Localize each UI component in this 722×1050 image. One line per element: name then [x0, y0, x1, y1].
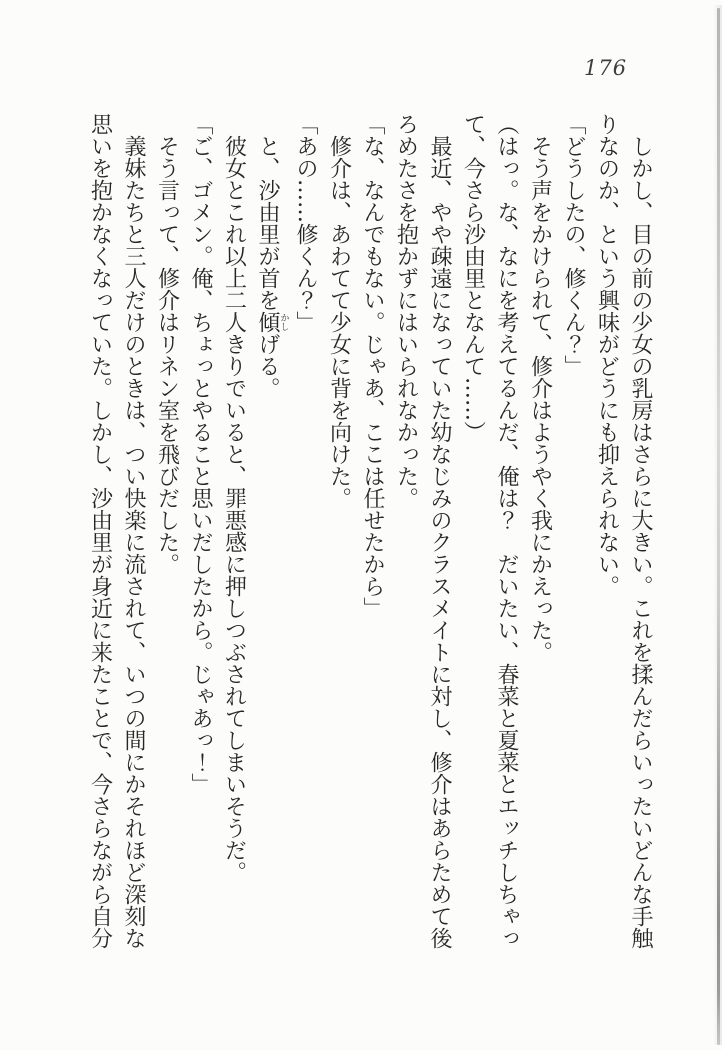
- text-column: しかし、目の前の少女の乳房はさらに大きい。これを揉んだらいったいどんな手触: [628, 113, 653, 949]
- text-column: 思いを抱かなくなっていた。しかし、沙由里が身近に来たことで、今さらながら自分: [87, 113, 113, 949]
- ruby-base: 傾: [255, 311, 280, 333]
- text-column: 最近、やや疎遠になっていた幼なじみのクラスメイトに対し、修介はあらためて後: [427, 113, 452, 949]
- text-column: 「どうしたの、修くん？」: [561, 113, 586, 377]
- body-text: [83, 113, 657, 997]
- text-segment: げる。: [255, 333, 280, 399]
- text-column: りなのか、という興味がどうにも抑えられない。: [594, 113, 620, 597]
- text-column: 「ご、ゴメン。俺、ちょっとやること思いだしたから。じゃあっ！」: [188, 113, 213, 795]
- text-column: て、今さら沙由里となんて……）: [460, 113, 486, 443]
- page-edge-line: [717, 8, 720, 1045]
- text-segment: と、沙由里が首を: [255, 113, 280, 311]
- ruby-annotation: [255, 311, 289, 333]
- text-column: 彼女とこれ以上二人きりでいると、罪悪感に押しつぶされてしまいそうだ。: [221, 113, 247, 883]
- page-number: 176: [584, 56, 628, 80]
- text-column: ろめたさを抱かずにはいられなかった。: [393, 113, 419, 509]
- text-column: 義妹たちと三人だけのときは、つい快楽に流されて、いつの間にかそれほど深刻な: [121, 113, 146, 949]
- text-column: そう声をかけられて、修介はようやく我にかえった。: [527, 113, 553, 663]
- text-column: 修介は、あわてて少女に背を向けた。: [326, 113, 352, 509]
- text-column: そう言って、修介はリネン室を飛びだした。: [154, 113, 180, 575]
- text-column: （はっ。な、なにを考えてるんだ、俺は？ だいたい、春菜と夏菜とエッチしちゃっ: [494, 113, 519, 949]
- text-column: 「あの……修くん？」: [293, 113, 318, 333]
- ruby-text: かし: [278, 311, 289, 333]
- text-column: 「な、なんでもない。じゃあ、ここは任せたから」: [360, 113, 385, 619]
- text-column: [251, 113, 289, 997]
